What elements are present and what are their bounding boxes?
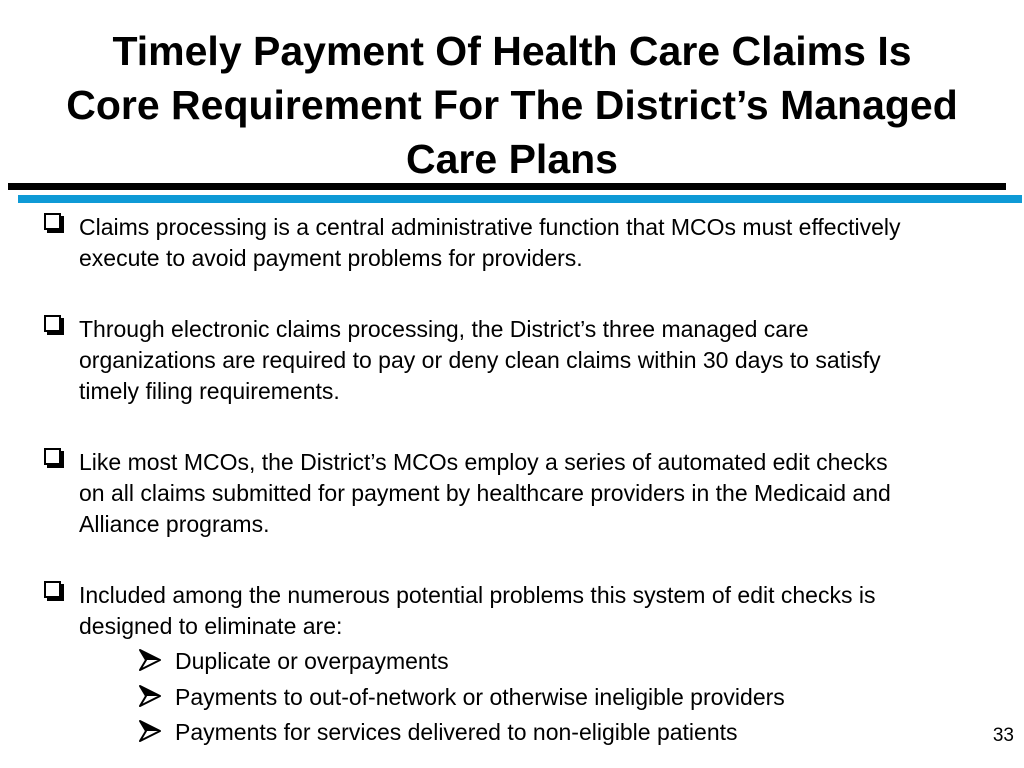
slide-title-line: Care Plans xyxy=(406,136,618,182)
sub-bullet-text: Payments to out-of-network or otherwise ineligible providers xyxy=(175,684,785,710)
bullet-text xyxy=(79,314,999,407)
bullet-text xyxy=(79,212,999,274)
sub-bullet-text: Payments for services delivered to non-eligible patients xyxy=(175,719,738,745)
bullet-line: Included among the numerous potential problems this system of edit checks is xyxy=(79,582,876,608)
sub-bullet-item xyxy=(0,646,1024,678)
slide-title xyxy=(0,24,1024,186)
bullet-line: on all claims submitted for payment by healthcare providers in the Medicaid and xyxy=(79,480,891,506)
title-divider-blue xyxy=(18,195,1022,203)
sub-bullet-text: Duplicate or overpayments xyxy=(175,648,449,674)
checkbox-bullet-icon xyxy=(44,448,61,465)
bullet-line: designed to eliminate are: xyxy=(79,613,343,639)
bullet-line: timely filing requirements. xyxy=(79,378,340,404)
arrow-bullet-icon xyxy=(137,646,163,674)
bullet-line: Like most MCOs, the District’s MCOs employ a series of automated edit checks xyxy=(79,449,888,475)
checkbox-bullet-icon xyxy=(44,213,61,230)
slide-title-line: Core Requirement For The District’s Managed xyxy=(66,82,958,128)
bullet-line: organizations are required to pay or deny clean claims within 30 days to satisfy xyxy=(79,347,881,373)
checkbox-bullet-icon xyxy=(44,315,61,332)
slide-title-line: Timely Payment Of Health Care Claims Is xyxy=(112,28,912,74)
bullet-line: Alliance programs. xyxy=(79,511,270,537)
sub-bullet-item xyxy=(0,682,1024,714)
title-divider-black xyxy=(8,183,1006,190)
checkbox-bullet-icon xyxy=(44,581,61,598)
page-number: 33 xyxy=(992,725,1014,746)
bullet-line: Through electronic claims processing, the District’s three managed care xyxy=(79,316,809,342)
arrow-bullet-icon xyxy=(137,682,163,710)
bullet-line: Claims processing is a central administrative function that MCOs must effectively xyxy=(79,214,901,240)
bullet-line: execute to avoid payment problems for providers. xyxy=(79,245,583,271)
bullet-text xyxy=(79,580,999,642)
bullet-text xyxy=(79,447,999,540)
sub-bullet-item xyxy=(0,717,1024,749)
arrow-bullet-icon xyxy=(137,717,163,745)
